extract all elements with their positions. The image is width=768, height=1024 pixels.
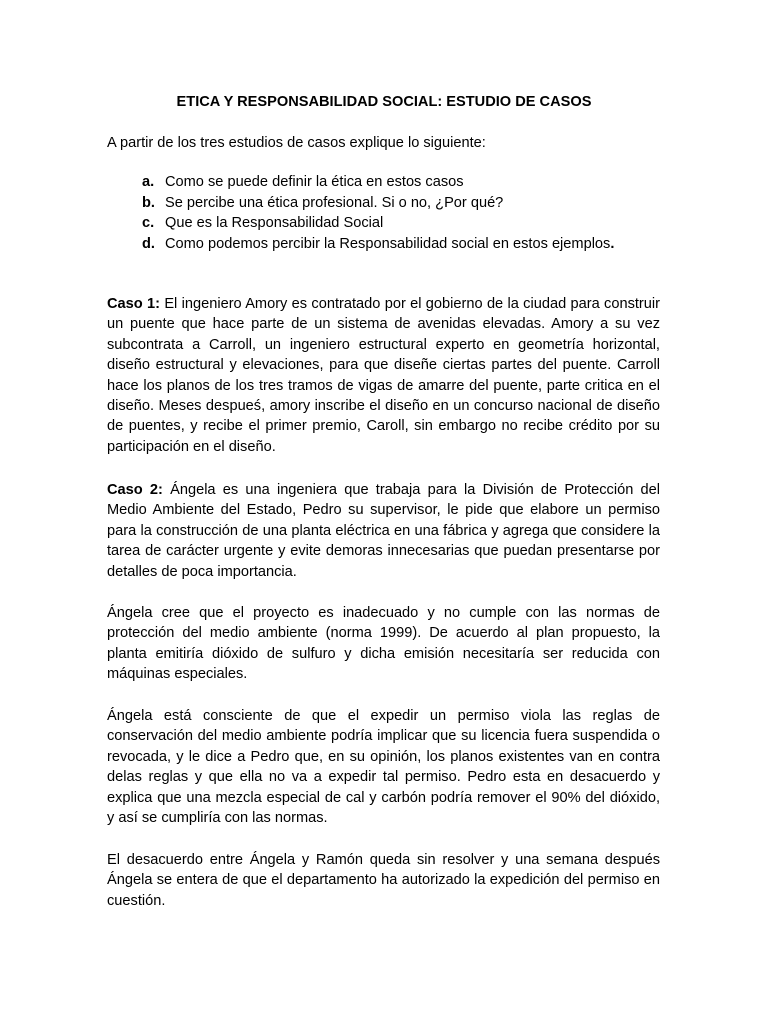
question-text: Como podemos percibir la Responsabilidad social en estos ejemplos xyxy=(165,235,611,252)
question-item xyxy=(142,193,614,214)
questions-list xyxy=(142,172,614,254)
question-letter: a. xyxy=(142,174,155,190)
angela-project-paragraph: Ángela cree que el proyecto es inadecuado y no cumple con las normas de protección del medio ambiente (norma 1999). De acuerdo al plan propuesto, la planta emitiría dióxido de sulfuro y dicha emisión necesitaría ser reducida con máquinas especiales. xyxy=(107,605,660,683)
question-item xyxy=(142,213,614,234)
question-letter: c. xyxy=(142,215,155,231)
case-2-paragraph xyxy=(107,480,660,582)
question-item xyxy=(142,172,614,193)
case-2-text: Ángela es una ingeniera que trabaja para la División de Protección del Medio Ambiente del Estado, Pedro su supervisor, le pide que elabore un permiso para la construcción de una planta eléctrica en una fábrica y agrega que considere la tarea de carácter urgente y evite demoras innecesarias que puedan presentarse por detalles de poca importancia. xyxy=(107,482,660,580)
angela-permit-paragraph: Ángela está consciente de que el expedir un permiso viola las reglas de conservación del medio ambiente podría implicar que su licencia fuera suspendida o revocada, y le dice a Pedro que, en su opinión, los planos existentes van en contra delas reglas y que ella no va a expedir tal permiso. Pedro esta en desacuerdo y explica que una mezcla especial de cal y carbón podría remover el 90% del dióxido, y así se cumpliría con las normas. xyxy=(107,708,660,827)
question-end-period: . xyxy=(610,235,615,252)
case-1-paragraph xyxy=(107,294,660,457)
question-text: Como se puede definir la ética en estos casos xyxy=(165,174,464,190)
disagreement-paragraph: El desacuerdo entre Ángela y Ramón queda sin resolver y una semana después Ángela se entera de que el departamento ha autorizado la expedición del permiso en cuestión. xyxy=(107,852,660,909)
question-letter: d. xyxy=(142,235,155,252)
question-letter: b. xyxy=(142,194,155,211)
case-1-text: El ingeniero Amory es contratado por el gobierno de la ciudad para construir un puente que hace parte de un sistema de avenidas elevadas. Amory a su vez subcontrata a Carroll, un ingeniero estructural experto en geometría horizontal, diseño estructural y elevaciones, para que diseñe ciertas partes del puente. Carroll hace los planos de los tres tramos de vigas de amarre del puente, parte critica en el diseño. Meses despueś, amory inscribe el diseño en un concurso nacional de diseño de puentes, y recibe el primer premio, Caroll, sin embargo no recibe crédito por su participación en el diseño. xyxy=(107,296,661,455)
case-2-label: Caso 2: xyxy=(107,482,163,498)
document-title: ETICA Y RESPONSABILIDAD SOCIAL: ESTUDIO DE CASOS xyxy=(176,94,592,110)
question-text: Que es la Responsabilidad Social xyxy=(165,215,384,231)
question-text: Se percibe una ética profesional. Si o no, ¿Por qué? xyxy=(165,194,504,211)
intro-text: A partir de los tres estudios de casos explique lo siguiente: xyxy=(107,135,486,151)
question-item xyxy=(142,234,614,255)
case-1-label: Caso 1: xyxy=(107,296,160,312)
